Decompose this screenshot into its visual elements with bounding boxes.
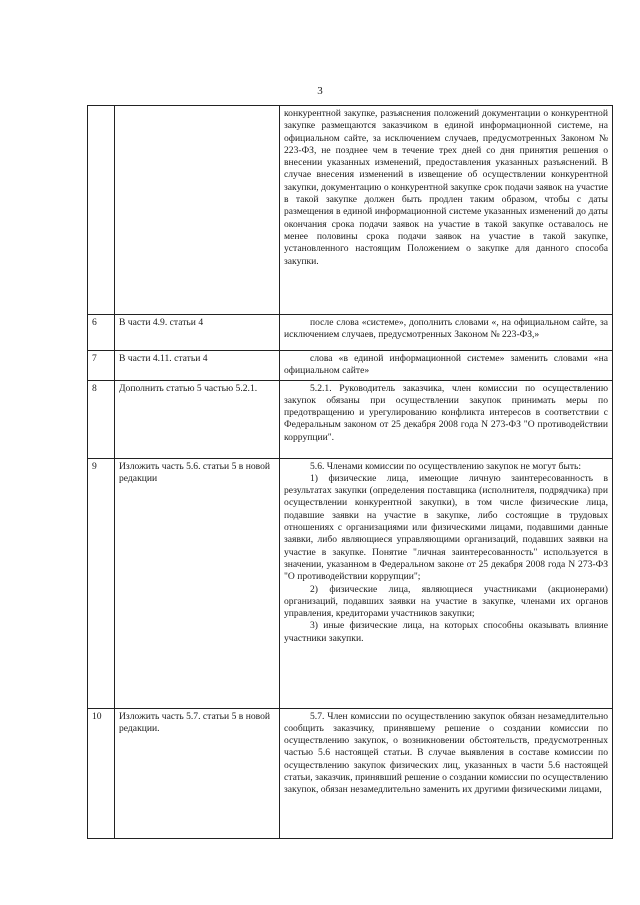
table-row <box>88 380 613 458</box>
amendment-text: после слова «системе», дополнить словами «, на официальном сайте, за исключением случаев, предусмотренных Законом № 223-ФЗ,» <box>280 315 613 351</box>
table-row <box>88 106 613 315</box>
paragraph: 3) иные физические лица, на которых способны оказывать влияние участники закупки. <box>284 620 608 644</box>
paragraph: 2) физические лица, являющиеся участниками (акционерами) организаций, подавших заявки на участие в закупке, членами их органов управления, кредиторами участников закупки; <box>284 583 608 620</box>
amendment-location: В части 4.11. статьи 4 <box>115 351 280 381</box>
amendment-text <box>280 458 613 708</box>
page-number: 3 <box>317 85 323 97</box>
amendments-table <box>87 105 613 839</box>
table-row <box>88 315 613 351</box>
amendment-text: слова «в единой информационной системе» заменить словами «на официальном сайте» <box>280 351 613 381</box>
amendment-text: 5.7. Член комиссии по осуществлению закупок обязан незамедлительно сообщить заказчику, принявшему решение о создании комиссии по осуществлению закупок, о возникновении обстоятельств, предусмотренных частью 5.6 настоящей статьи. В случае выявления в составе комиссии по осуществлению закупок физических лиц, указанных в части 5.6 настоящей статьи, заказчик, принявший решение о создании комиссии по осуществлению закупок, обязан незамедлительно заменить их другими физическими лицами, <box>280 708 613 838</box>
row-number: 9 <box>88 458 115 708</box>
row-number: 6 <box>88 315 115 351</box>
row-number <box>88 106 115 315</box>
amendment-text: 5.2.1. Руководитель заказчика, член комиссии по осуществлению закупок обязаны при осуществлении закупок принимать меры по предотвращению и урегулированию конфликта интересов в соответствии с Федеральным законом от 25 декабря 2008 года N 273-ФЗ "О противодействии коррупции". <box>280 380 613 458</box>
amendment-location: Дополнить статью 5 частью 5.2.1. <box>115 380 280 458</box>
table-row <box>88 708 613 838</box>
paragraph: 5.6. Членами комиссии по осуществлению закупок не могут быть: <box>310 460 582 472</box>
paragraph: 1) физические лица, имеющие личную заинтересованность в результатах закупки (определения поставщика (исполнителя, подрядчика) при осуществлении конкурентной закупки), в том числе физические лица, подавшие заявки на участие в закупке, либо состоящие в трудовых отношениях с организациями или физическими лицами, подавшими данные заявки, либо являющиеся управляющими организаций, подавших заявки на участие в закупке. Понятие "личная заинтересованность" используется в значении, указанном в Федеральном законе от 25 декабря 2008 года N 273-ФЗ "О противодействии коррупции"; <box>284 472 608 583</box>
table-row <box>88 458 613 708</box>
row-number: 7 <box>88 351 115 381</box>
amendment-location <box>115 106 280 315</box>
row-number: 10 <box>88 708 115 838</box>
amendment-location: В части 4.9. статьи 4 <box>115 315 280 351</box>
amendment-location: Изложить часть 5.6. статьи 5 в новой редакции <box>115 458 280 708</box>
amendment-text: конкурентной закупке, разъяснения положений документации о конкурентной закупке размещаются заказчиком в единой информационной системе, на официальном сайте, за исключением случаев, предусмотренных Законом № 223-ФЗ, не позднее чем в течение трех дней со дня принятия решения о внесении указанных изменений, предоставления указанных разъяснений. В случае внесения изменений в извещение об осуществлении конкурентной закупки, документацию о конкурентной закупке срок подачи заявок на участие в такой закупке должен быть продлен таким образом, чтобы с даты размещения в единой информационной системе указанных изменений до даты окончания срока подачи заявок на участие в такой закупке оставалось не менее половины срока подачи заявок на участие в такой закупке, установленного настоящим Положением о закупке для данного способа закупки. <box>280 106 613 315</box>
row-number: 8 <box>88 380 115 458</box>
table-row <box>88 351 613 381</box>
amendment-location: Изложить часть 5.7. статьи 5 в новой редакции. <box>115 708 280 838</box>
